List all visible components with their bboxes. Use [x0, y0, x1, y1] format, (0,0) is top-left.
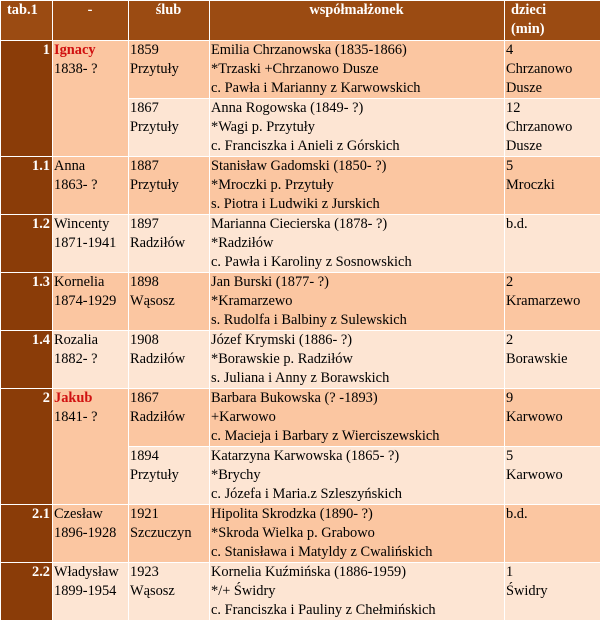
spouse-cell — [210, 331, 505, 389]
row-id-label: 1 — [2, 41, 50, 60]
spouse-parents: s. Rudolfa i Balbiny z Sulewskich — [211, 311, 502, 330]
person-years: 1874-1929 — [54, 292, 126, 311]
wedding-cell — [129, 157, 210, 215]
person-cell — [53, 331, 129, 389]
table-row — [1, 389, 600, 447]
wedding-year: 1894 — [130, 447, 207, 466]
wedding-year: 1908 — [130, 331, 207, 350]
wedding-place: Szczuczyn — [130, 524, 207, 543]
header-children — [505, 1, 600, 41]
children-place: Dusze — [506, 137, 598, 156]
children-cell — [505, 157, 600, 215]
wedding-place: Wąsosz — [130, 292, 207, 311]
person-cell — [53, 41, 129, 157]
person-cell — [53, 505, 129, 563]
spouse-place: *Skroda Wielka p. Grabowo — [211, 524, 502, 543]
children-cell — [505, 389, 600, 447]
spouse-name: Hipolita Skrodzka (1890- ?) — [211, 505, 502, 524]
header-person: - — [53, 1, 129, 41]
header-children-line2: (min) — [511, 20, 598, 39]
spouse-place: *Brychy — [211, 466, 502, 485]
children-count: 5 — [506, 157, 598, 176]
children-place: Karwowo — [506, 466, 598, 485]
spouse-cell — [210, 273, 505, 331]
header-table-id: tab.1 — [1, 1, 53, 41]
children-place: Chrzanowo — [506, 118, 598, 137]
header-wedding: ślub — [129, 1, 210, 41]
person-name: Czesław — [54, 505, 126, 524]
children-place: Dusze — [506, 79, 598, 98]
wedding-place: Radziłów — [130, 408, 207, 427]
wedding-cell — [129, 41, 210, 99]
person-years: 1896-1928 — [54, 524, 126, 543]
wedding-place: Przytuły — [130, 176, 207, 195]
person-years: 1841- ? — [54, 408, 126, 427]
row-id-label: 1.2 — [2, 215, 50, 234]
row-id-label: 2 — [2, 389, 50, 408]
spouse-cell — [210, 41, 505, 99]
children-count: b.d. — [506, 505, 598, 524]
wedding-place: Radziłów — [130, 234, 207, 253]
table-row — [1, 215, 600, 273]
children-count: b.d. — [506, 215, 598, 234]
row-id — [1, 215, 53, 273]
wedding-year: 1859 — [130, 41, 207, 60]
spouse-parents: c. Józefa i Maria.z Szleszyńskich — [211, 485, 502, 504]
spouse-parents: c. Franciszka i Pauliny z Chełmińskich — [211, 601, 502, 620]
spouse-name: Jan Burski (1877- ?) — [211, 273, 502, 292]
children-count: 1 — [506, 563, 598, 582]
spouse-cell — [210, 157, 505, 215]
children-cell — [505, 273, 600, 331]
children-cell — [505, 215, 600, 273]
spouse-cell — [210, 505, 505, 563]
spouse-parents: c. Macieja i Barbary z Wierciszewskich — [211, 427, 502, 446]
person-name: Anna — [54, 157, 126, 176]
spouse-name: Stanisław Gadomski (1850- ?) — [211, 157, 502, 176]
spouse-place: *Borawskie p. Radziłów — [211, 350, 502, 369]
person-years: 1863- ? — [54, 176, 126, 195]
person-cell — [53, 389, 129, 505]
children-count: 12 — [506, 99, 598, 118]
table-row — [1, 331, 600, 389]
person-years: 1899-1954 — [54, 582, 126, 601]
spouse-name: Barbara Bukowska (? -1893) — [211, 389, 502, 408]
children-cell — [505, 447, 600, 505]
row-id — [1, 273, 53, 331]
children-cell — [505, 563, 600, 621]
spouse-parents: c. Stanisława i Matyldy z Cwalińskich — [211, 543, 502, 562]
wedding-place: Radziłów — [130, 350, 207, 369]
children-count: 2 — [506, 273, 598, 292]
person-name: Władysław — [54, 563, 126, 582]
spouse-name: Józef Krymski (1886- ?) — [211, 331, 502, 350]
wedding-cell — [129, 563, 210, 621]
header-spouse: współmałżonek — [210, 1, 505, 41]
spouse-place: *Kramarzewo — [211, 292, 502, 311]
header-row — [1, 1, 600, 41]
row-id-label: 1.3 — [2, 273, 50, 292]
wedding-cell — [129, 99, 210, 157]
children-place: Borawskie — [506, 350, 598, 369]
children-count: 4 — [506, 41, 598, 60]
spouse-name: Marianna Ciecierska (1878- ?) — [211, 215, 502, 234]
spouse-name: Kornelia Kuźmińska (1886-1959) — [211, 563, 502, 582]
table-row — [1, 157, 600, 215]
spouse-place: +Karwowo — [211, 408, 502, 427]
person-years: 1882- ? — [54, 350, 126, 369]
row-id-label: 2.1 — [2, 505, 50, 524]
children-place: Karwowo — [506, 408, 598, 427]
spouse-cell — [210, 389, 505, 447]
person-name: Rozalia — [54, 331, 126, 350]
table-row — [1, 41, 600, 99]
row-id — [1, 41, 53, 157]
children-place: Świdry — [506, 582, 598, 601]
children-cell — [505, 99, 600, 157]
wedding-cell — [129, 447, 210, 505]
wedding-cell — [129, 215, 210, 273]
wedding-cell — [129, 273, 210, 331]
wedding-cell — [129, 331, 210, 389]
row-id — [1, 331, 53, 389]
spouse-place: */+ Świdry — [211, 582, 502, 601]
wedding-cell — [129, 389, 210, 447]
spouse-parents: c. Franciszka i Anieli z Górskich — [211, 137, 502, 156]
person-years: 1871-1941 — [54, 234, 126, 253]
table-row — [1, 505, 600, 563]
person-name: Ignacy — [54, 41, 126, 60]
person-cell — [53, 215, 129, 273]
header-children-line1: dzieci — [511, 1, 598, 20]
spouse-name: Emilia Chrzanowska (1835-1866) — [211, 41, 502, 60]
children-place: Mroczki — [506, 176, 598, 195]
row-id-label: 1.1 — [2, 157, 50, 176]
row-id — [1, 157, 53, 215]
table-row — [1, 563, 600, 621]
spouse-parents: s. Juliana i Anny z Borawskich — [211, 369, 502, 388]
children-count: 2 — [506, 331, 598, 350]
row-id — [1, 505, 53, 563]
children-cell — [505, 505, 600, 563]
spouse-parents: c. Pawła i Marianny z Karwowskich — [211, 79, 502, 98]
wedding-year: 1887 — [130, 157, 207, 176]
wedding-year: 1867 — [130, 99, 207, 118]
children-count: 5 — [506, 447, 598, 466]
row-id-label: 1.4 — [2, 331, 50, 350]
row-id — [1, 563, 53, 621]
spouse-cell — [210, 447, 505, 505]
spouse-place: *Wagi p. Przytuły — [211, 118, 502, 137]
wedding-year: 1921 — [130, 505, 207, 524]
wedding-cell — [129, 505, 210, 563]
person-cell — [53, 273, 129, 331]
person-name: Wincenty — [54, 215, 126, 234]
wedding-place: Wąsosz — [130, 582, 207, 601]
children-count: 9 — [506, 389, 598, 408]
children-cell — [505, 41, 600, 99]
children-place: Kramarzewo — [506, 292, 598, 311]
spouse-parents: s. Piotra i Ludwiki z Jurskich — [211, 195, 502, 214]
person-cell — [53, 157, 129, 215]
table-row — [1, 273, 600, 331]
wedding-year: 1867 — [130, 389, 207, 408]
wedding-year: 1923 — [130, 563, 207, 582]
spouse-name: Anna Rogowska (1849- ?) — [211, 99, 502, 118]
wedding-year: 1898 — [130, 273, 207, 292]
spouse-place: *Radziłów — [211, 234, 502, 253]
children-place: Chrzanowo — [506, 60, 598, 79]
wedding-place: Przytuły — [130, 60, 207, 79]
wedding-place: Przytuły — [130, 118, 207, 137]
person-cell — [53, 563, 129, 621]
wedding-year: 1897 — [130, 215, 207, 234]
spouse-place: *Trzaski +Chrzanowo Dusze — [211, 60, 502, 79]
spouse-name: Katarzyna Karwowska (1865- ?) — [211, 447, 502, 466]
spouse-cell — [210, 215, 505, 273]
children-cell — [505, 331, 600, 389]
row-id-label: 2.2 — [2, 563, 50, 582]
person-name: Kornelia — [54, 273, 126, 292]
spouse-cell — [210, 563, 505, 621]
row-id — [1, 389, 53, 505]
spouse-place: *Mroczki p. Przytuły — [211, 176, 502, 195]
wedding-place: Przytuły — [130, 466, 207, 485]
person-name: Jakub — [54, 389, 126, 408]
spouse-parents: c. Pawła i Karoliny z Sosnowskich — [211, 253, 502, 272]
spouse-cell — [210, 99, 505, 157]
person-years: 1838- ? — [54, 60, 126, 79]
